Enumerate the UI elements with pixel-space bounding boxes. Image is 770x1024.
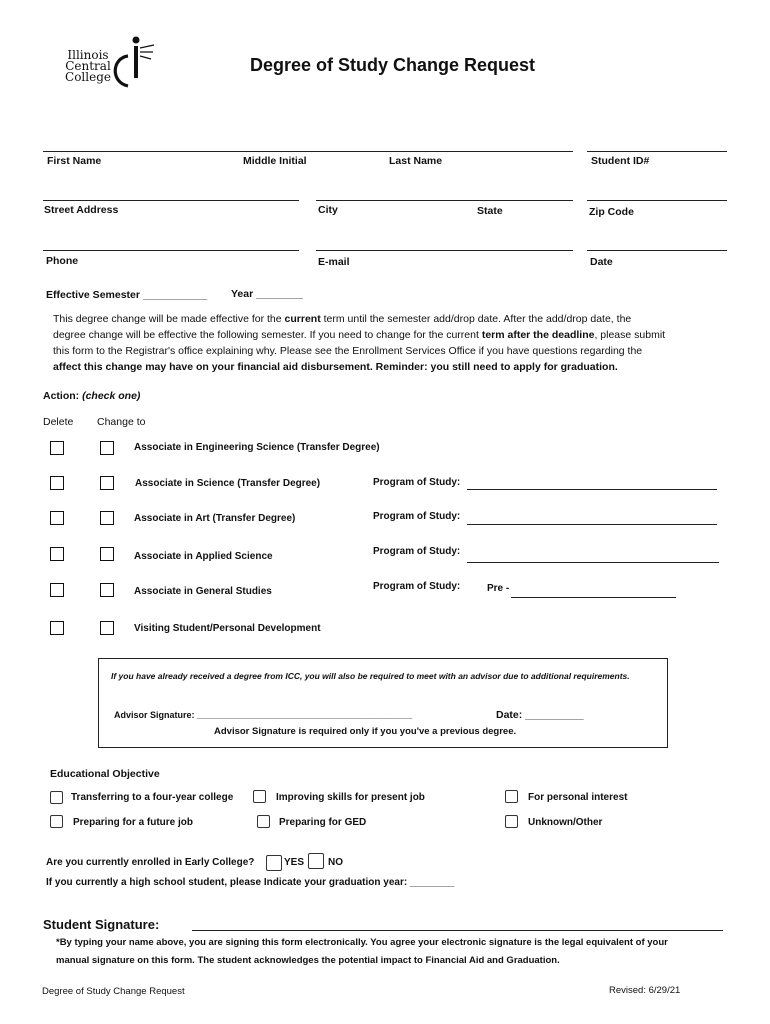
change-to-checkbox[interactable]: [100, 441, 114, 455]
objective-option: Unknown/Other: [528, 817, 603, 828]
program-of-study-input[interactable]: [467, 562, 719, 563]
program-of-study-input[interactable]: [467, 524, 717, 525]
effective-year-field[interactable]: Year ________: [231, 288, 303, 300]
program-of-study-label: Program of Study:: [373, 581, 461, 592]
first-name-field[interactable]: First Name: [47, 155, 102, 167]
delete-checkbox[interactable]: [50, 621, 64, 635]
page-title: Degree of Study Change Request: [250, 55, 536, 75]
advisor-box: [98, 658, 668, 748]
objective-option: Preparing for a future job: [73, 817, 194, 828]
program-of-study-label: Program of Study:: [373, 546, 461, 557]
change-to-checkbox[interactable]: [100, 583, 114, 597]
degree-label: Associate in Applied Science: [134, 551, 273, 562]
change-to-column-label: Change to: [97, 416, 146, 428]
early-college-yes-label: YES: [284, 857, 305, 868]
street-address-field[interactable]: Street Address: [44, 204, 119, 216]
student-signature-input[interactable]: [192, 930, 723, 931]
phone-field[interactable]: Phone: [46, 255, 79, 267]
early-college-no-label: NO: [328, 857, 343, 868]
zip-line: [587, 200, 727, 201]
city-field[interactable]: City: [318, 204, 338, 216]
college-logo: [50, 34, 160, 94]
objective-checkbox[interactable]: [253, 790, 266, 803]
early-college-yes-checkbox[interactable]: [266, 855, 282, 871]
date-line: [587, 250, 727, 251]
early-college-question: Are you currently enrolled in Early College?: [46, 857, 255, 868]
change-to-checkbox[interactable]: [100, 621, 114, 635]
degree-label: Associate in Science (Transfer Degree): [135, 478, 321, 489]
pre-prefix: Pre -: [487, 583, 510, 594]
change-to-checkbox[interactable]: [100, 476, 114, 490]
street-line: [43, 200, 299, 201]
logo-text: Illinois Central College: [65, 48, 111, 84]
degree-label: Associate in Engineering Science (Transfer Degree): [134, 442, 380, 453]
delete-checkbox[interactable]: [50, 547, 64, 561]
objective-checkbox[interactable]: [50, 815, 63, 828]
phone-line: [43, 250, 299, 251]
objective-checkbox[interactable]: [257, 815, 270, 828]
graduation-year-field[interactable]: If you currently a high school student, please Indicate your graduation year: ________: [46, 877, 455, 888]
objective-option: Preparing for GED: [279, 817, 367, 828]
student-signature-label: Student Signature:: [43, 917, 160, 932]
name-line: [43, 151, 573, 152]
program-of-study-label: Program of Study:: [373, 477, 461, 488]
early-college-no-checkbox[interactable]: [308, 853, 324, 869]
degree-label: Visiting Student/Personal Development: [134, 623, 321, 634]
zip-code-field[interactable]: Zip Code: [589, 206, 634, 218]
footer-revised-date: Revised: 6/29/21: [609, 985, 681, 996]
program-of-study-label: Program of Study:: [373, 511, 461, 522]
program-of-study-input[interactable]: [511, 597, 676, 598]
state-field[interactable]: State: [477, 205, 503, 217]
effective-semester-field[interactable]: Effective Semester ___________: [46, 289, 208, 301]
advisor-requirement-note: Advisor Signature is required only if you you've a previous degree.: [214, 726, 517, 737]
degree-label: Associate in General Studies: [134, 586, 272, 597]
objective-option: For personal interest: [528, 792, 628, 803]
objective-option: Transferring to a four-year college: [71, 792, 234, 803]
advisor-signature-field[interactable]: Advisor Signature: ___________________________________________: [114, 710, 413, 720]
signature-disclaimer-1: *By typing your name above, you are signing this form electronically. You agree your electronic signature is the legal equivalent of your: [56, 937, 668, 948]
date-field[interactable]: Date: [590, 256, 613, 268]
delete-checkbox[interactable]: [50, 511, 64, 525]
objective-checkbox[interactable]: [50, 791, 63, 804]
advisor-date-field[interactable]: Date: __________: [496, 709, 584, 721]
footer-form-name: Degree of Study Change Request: [42, 986, 185, 997]
objective-checkbox[interactable]: [505, 790, 518, 803]
objective-option: Improving skills for present job: [276, 792, 425, 803]
delete-checkbox[interactable]: [50, 476, 64, 490]
change-to-checkbox[interactable]: [100, 511, 114, 525]
email-line: [316, 250, 573, 251]
effective-notice: This degree change will be made effective for the current term until the semester add/drop date. After the add/drop date, the degree change will be effective the following semester. If you need to change for the current term after the deadline, please submit this form to the Registrar's office explaining why. Please see the Enrollment Services Office if you have questions regarding the affect this change may have on your financial aid disbursement. Reminder: you still need to apply for graduation.: [53, 313, 666, 373]
middle-initial-field[interactable]: Middle Initial: [243, 155, 307, 167]
program-of-study-input[interactable]: [467, 489, 717, 490]
delete-checkbox[interactable]: [50, 583, 64, 597]
delete-column-label: Delete: [43, 416, 74, 428]
educational-objective-heading: Educational Objective: [50, 768, 160, 780]
student-id-field[interactable]: Student ID#: [591, 155, 650, 167]
change-to-checkbox[interactable]: [100, 547, 114, 561]
action-heading: Action: (check one): [43, 390, 141, 402]
city-state-line: [316, 200, 573, 201]
signature-disclaimer-2: manual signature on this form. The student acknowledges the potential impact to Financial Aid and Graduation.: [56, 955, 560, 966]
student-id-line: [587, 151, 727, 152]
last-name-field[interactable]: Last Name: [389, 155, 443, 167]
degree-label: Associate in Art (Transfer Degree): [134, 513, 296, 524]
objective-checkbox[interactable]: [505, 815, 518, 828]
advisor-note: If you have already received a degree from ICC, you will also be required to meet with an advisor due to additional requirements.: [111, 671, 630, 681]
email-field[interactable]: E-mail: [318, 256, 350, 268]
delete-checkbox[interactable]: [50, 441, 64, 455]
